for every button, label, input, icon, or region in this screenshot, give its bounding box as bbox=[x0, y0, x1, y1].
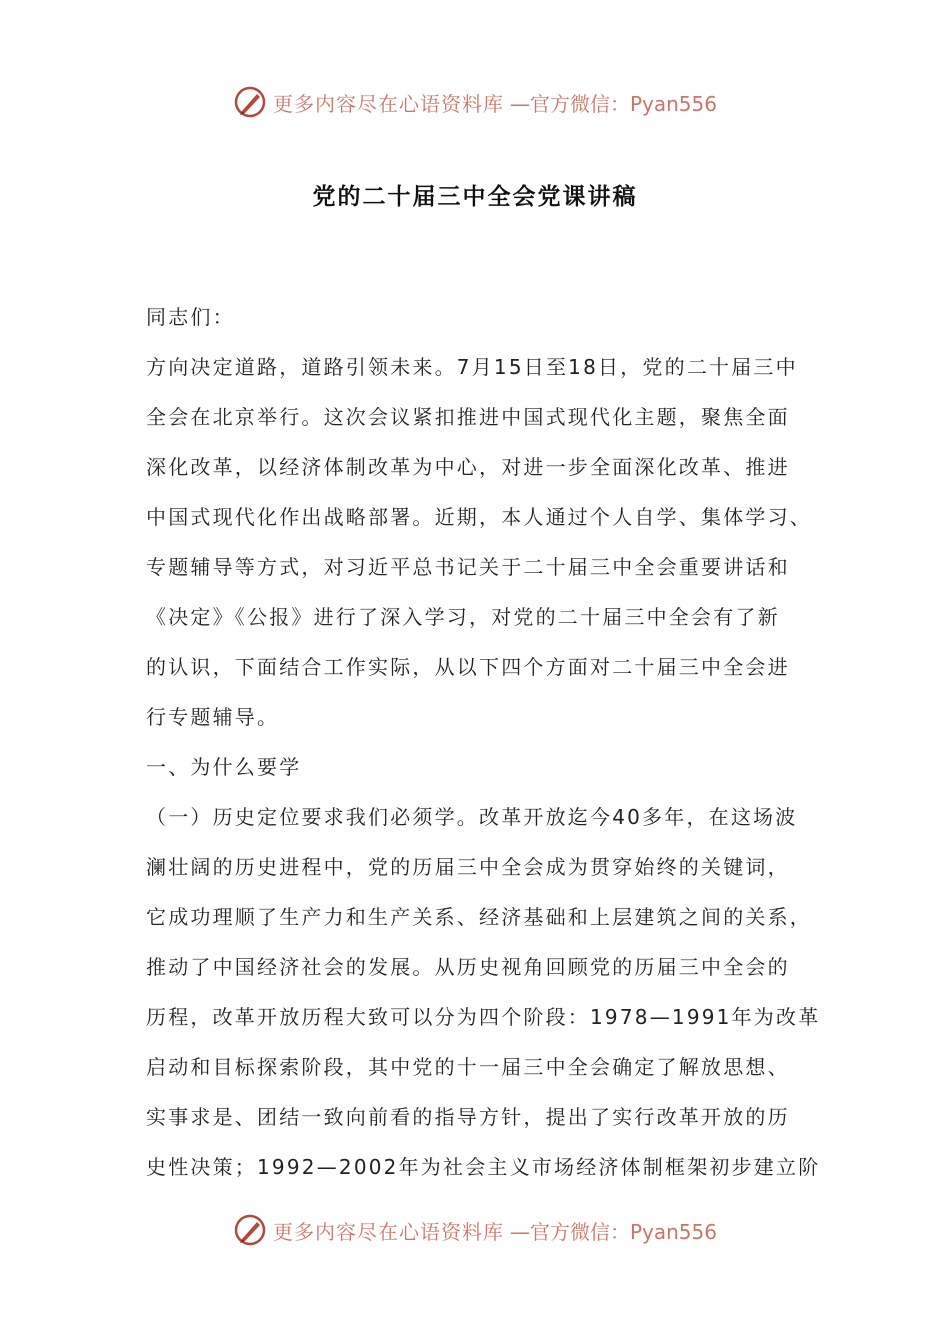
paragraph-line: 同志们： bbox=[146, 305, 235, 329]
paragraph-line: 方向决定道路，道路引领未来。7月15日至18日，党的二十届三中 bbox=[146, 355, 798, 379]
paragraph-line: 行专题辅导。 bbox=[146, 705, 280, 729]
footer-banner bbox=[0, 1208, 950, 1252]
paragraph-line: 深化改革，以经济体制改革为中心，对进一步全面深化改革、推进 bbox=[146, 455, 790, 479]
paragraph-line: 历程，改革开放历程大致可以分为四个阶段：1978—1991年为改革 bbox=[146, 1005, 821, 1029]
paragraph-line: 的认识，下面结合工作实际，从以下四个方面对二十届三中全会进 bbox=[146, 655, 790, 679]
section-heading: 一、为什么要学 bbox=[146, 755, 302, 779]
paragraph-line: 《决定》《公报》进行了深入学习，对党的二十届三中全会有了新 bbox=[146, 605, 780, 629]
pen-logo-icon bbox=[233, 85, 267, 119]
document-title: 党的二十届三中全会党课讲稿 bbox=[312, 184, 638, 210]
banner-contact: —官方微信：Pyan556 bbox=[509, 1219, 717, 1244]
paragraph-line: 史性决策；1992—2002年为社会主义市场经济体制框架初步建立阶 bbox=[146, 1155, 821, 1179]
paragraph-line: 推动了中国经济社会的发展。从历史视角回顾党的历届三中全会的 bbox=[146, 955, 790, 979]
pen-logo-icon bbox=[233, 1213, 267, 1247]
paragraph-line: （一）历史定位要求我们必须学。改革开放迄今40多年，在这场波 bbox=[146, 805, 798, 829]
paragraph-line: 专题辅导等方式，对习近平总书记关于二十届三中全会重要讲话和 bbox=[146, 555, 790, 579]
paragraph-line: 启动和目标探索阶段，其中党的十一届三中全会确定了解放思想、 bbox=[146, 1055, 790, 1079]
document-body bbox=[146, 292, 821, 1192]
paragraph-line: 实事求是、团结一致向前看的指导方针，提出了实行改革开放的历 bbox=[146, 1105, 790, 1129]
paragraph-line: 澜壮阔的历史进程中，党的历届三中全会成为贯穿始终的关键词， bbox=[146, 855, 790, 879]
banner-contact: —官方微信：Pyan556 bbox=[509, 91, 717, 116]
banner-slogan: 更多内容尽在心语资料库 bbox=[272, 1219, 504, 1244]
banner-slogan: 更多内容尽在心语资料库 bbox=[272, 91, 504, 116]
paragraph-line: 它成功理顺了生产力和生产关系、经济基础和上层建筑之间的关系， bbox=[146, 905, 812, 929]
paragraph-line: 中国式现代化作出战略部署。近期，本人通过个人自学、集体学习、 bbox=[146, 505, 812, 529]
paragraph-line: 全会在北京举行。这次会议紧扣推进中国式现代化主题，聚焦全面 bbox=[146, 405, 790, 429]
header-banner bbox=[0, 80, 950, 124]
